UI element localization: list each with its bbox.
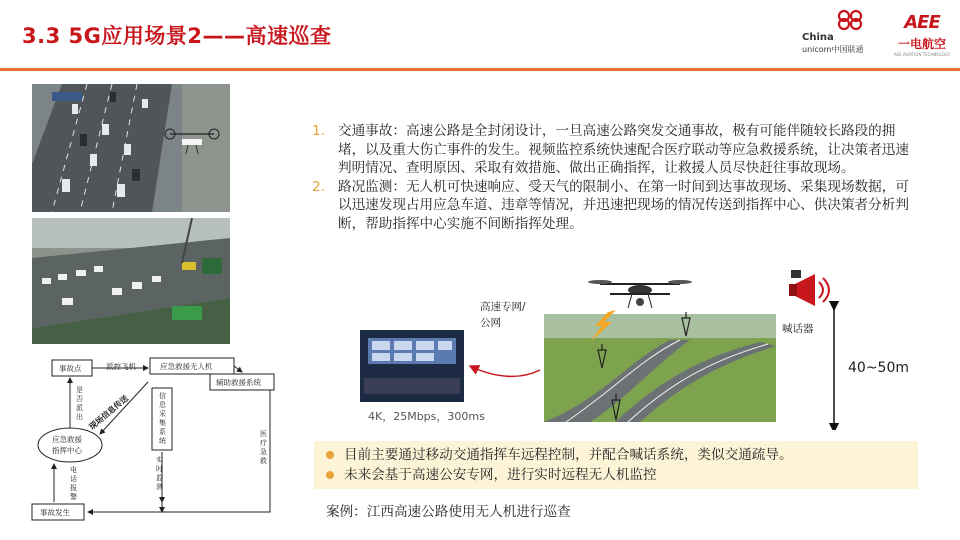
label-realtime-monitor: 实时监测 — [156, 456, 163, 491]
drone-icon — [588, 280, 692, 308]
link-arrow — [470, 366, 540, 376]
highlight-item — [326, 465, 906, 485]
node-uav: 应急救援无人机 — [160, 362, 213, 371]
title-divider — [0, 68, 960, 71]
logo-china-text: China — [802, 32, 834, 43]
accident-scene-photo — [32, 218, 230, 344]
node-command-2: 指挥中心 — [52, 446, 82, 455]
highlight-text: 目前主要通过移动交通指挥车远程控制，并配合喊话系统，类似交通疏导。 — [344, 447, 793, 463]
point-text: 路况监测：无人机可快速响应、受天气的限制小、在第一时间到达事故现场、采集现场数据，可以迅速发现占用应急车道、违章等情况，并迅速把现场的情况传送到指挥中心、供决策者分析判断，帮助指挥中心实施不间断指挥处理。 — [338, 178, 909, 232]
point-number: 1. — [312, 123, 325, 139]
highlight-text: 未来会基于高速公安专网，进行实时远程无人机监控 — [344, 467, 657, 483]
page-title: 3.3 5G应用场景2——高速巡查 — [22, 24, 332, 48]
network-label-2: 公网 — [480, 317, 501, 329]
unicom-knot-icon — [832, 8, 868, 32]
bullet-dot-icon — [326, 471, 334, 479]
label-decision: 是否派出 — [76, 386, 83, 421]
node-command-1: 应急救援 — [52, 435, 82, 444]
bullet-dot-icon — [326, 451, 334, 459]
point-number: 2. — [312, 178, 325, 195]
highlight-box — [314, 441, 918, 489]
aee-cn-name: 一电航空 — [897, 37, 946, 51]
aee-mark: AEE — [904, 12, 940, 33]
node-incident-point: 事故点 — [59, 364, 82, 373]
node-aux-system: 辅助救援系统 — [216, 378, 261, 387]
point-traffic-accident — [312, 122, 912, 178]
china-unicom-logo — [802, 14, 882, 58]
point-road-monitoring — [312, 178, 912, 234]
node-incident: 事故发生 — [40, 508, 70, 517]
highway-drone-photo — [32, 84, 230, 212]
loudspeaker-icon — [789, 270, 829, 306]
highlight-item — [326, 445, 906, 465]
label-medical: 医疗急救 — [260, 430, 267, 465]
speaker-label: 喊话器 — [782, 323, 814, 335]
spec-label: 4K，25Mbps，300ms — [368, 410, 485, 423]
point-text: 交通事故：高速公路是全封闭设计，一旦高速公路突发交通事故，极有可能伴随较长路段的拥堵，以及重大伤亡事件的发生。视频监控系统快速配合医疗联动等应急救援系统，让决策者迅速判明情况、查明原因、采取有效措施、做出正确指挥，让救援人员尽快赶往事故现场。 — [338, 123, 909, 177]
aee-logo — [892, 12, 952, 58]
points-list — [312, 122, 912, 234]
network-label-1: 高速专网/ — [480, 301, 526, 313]
aee-sub-name: AEE AVIATION TECHNOLOGY — [893, 52, 951, 57]
info-system-vertical: 信息采集系统 — [159, 392, 166, 445]
height-label: 40~50m — [848, 360, 909, 376]
label-call-in: 电话报警 — [70, 466, 77, 501]
logo-unicom-text: unicom中国联通 — [802, 45, 864, 54]
label-dispatch: 派控飞机 — [106, 362, 136, 371]
scene-illustration — [340, 270, 940, 430]
case-note: 案例：江西高速公路使用无人机进行巡查 — [326, 504, 571, 520]
rescue-flow-diagram — [30, 352, 290, 522]
label-transmit: 现场信息传送 — [87, 393, 131, 432]
